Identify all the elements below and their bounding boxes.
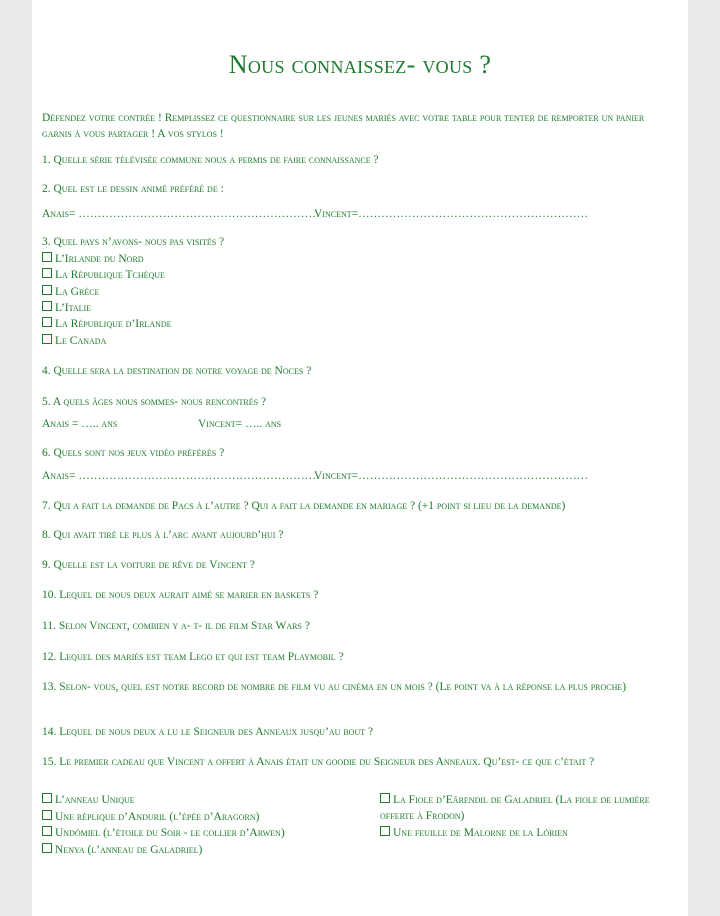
q6-anais-answer: Anais= ……………………………………………………… [42, 470, 320, 482]
q3-option[interactable]: Le Canada [42, 333, 106, 349]
q3-option[interactable]: L’Italie [42, 300, 91, 316]
q15-option[interactable]: La Fiole d’Eärendil de Galadriel (La fiole de lumière offerte à Frodon) [380, 794, 650, 822]
checkbox-icon[interactable] [380, 826, 390, 836]
question-15: 15. Le premier cadeau que Vincent a offert à Anais était un goodie du Seigneur des Anneaux. Qu’est- ce que c’était ? [42, 756, 595, 768]
checkbox-icon[interactable] [42, 793, 52, 803]
questionnaire-page [32, 0, 688, 916]
question-8: 8. Qui avait tiré le plus à l’arc avant aujourd’hui ? [42, 529, 284, 541]
question-3: 3. Quel pays n’avons- nous pas visités ? [42, 236, 225, 248]
checkbox-icon[interactable] [42, 317, 52, 327]
question-10: 10. Lequel de nous deux aurait aimé se marier en baskets ? [42, 589, 319, 601]
q3-option[interactable]: La République Tchèque [42, 267, 165, 283]
checkbox-icon[interactable] [42, 810, 52, 820]
question-6: 6. Quels sont nos jeux vidéo préférés ? [42, 447, 225, 459]
question-1: 1. Quelle série télévisée commune nous a permis de faire connaissance ? [42, 154, 379, 166]
question-13: 13. Selon- vous, quel est notre record de nombre de film vu au cinéma en un mois ? (Le point va à la réponse la plus proche) [42, 681, 627, 693]
q15-option[interactable]: L’anneau Unique [42, 792, 135, 808]
q2-vincent-answer: Vincent=…………………………………………………… [314, 208, 589, 220]
question-4: 4. Quelle sera la destination de notre voyage de Noces ? [42, 365, 312, 377]
page-title: Nous connaissez- vous ? [228, 50, 492, 79]
q3-option[interactable]: L’Irlande du Nord [42, 251, 144, 267]
checkbox-icon[interactable] [42, 268, 52, 278]
q15-option[interactable]: Nenya (l’anneau de Galadriel) [42, 842, 202, 858]
q6-vincent-answer: Vincent=…………………………………………………… [314, 470, 589, 482]
q5-vincent-answer: Vincent= ….. ans [198, 418, 282, 430]
intro-text: Défendez votre contrée ! Remplissez ce questionnaire sur les jeunes mariés avec votre table pour tenter de remporter un panier garnis à vous partager ! A vos stylos ! [42, 112, 645, 140]
q3-option[interactable]: La Grèce [42, 284, 99, 300]
checkbox-icon[interactable] [42, 843, 52, 853]
q5-anais-answer: Anais = ….. ans [42, 418, 118, 430]
question-11: 11. Selon Vincent, combien y a- t- il de film Star Wars ? [42, 620, 310, 632]
question-12: 12. Lequel des mariés est team Lego et qui est team Playmobil ? [42, 651, 344, 663]
q15-option[interactable]: Une réplique d’Anduril (l’épée d’Aragorn) [42, 809, 259, 825]
q3-option[interactable]: La République d’Irlande [42, 316, 172, 332]
checkbox-icon[interactable] [42, 301, 52, 311]
checkbox-icon[interactable] [42, 252, 52, 262]
checkbox-icon[interactable] [42, 826, 52, 836]
question-9: 9. Quelle est la voiture de rêve de Vincent ? [42, 559, 255, 571]
q15-option[interactable]: Une feuille de Malorne de la Lórien [380, 825, 568, 841]
question-7: 7. Qui a fait la demande de Pacs à l’autre ? Qui a fait la demande en mariage ? (+1 point si lieu de la demande) [42, 500, 566, 512]
checkbox-icon[interactable] [42, 285, 52, 295]
question-14: 14. Lequel de nous deux a lu le Seigneur des Anneaux jusqu’au bout ? [42, 726, 374, 738]
checkbox-icon[interactable] [42, 334, 52, 344]
q2-anais-answer: Anais= ……………………………………………………… [42, 208, 320, 220]
q15-option[interactable]: Undómiel (l’étoile du Soir - le collier d’Arwen) [42, 825, 285, 841]
checkbox-icon[interactable] [380, 793, 390, 803]
question-5: 5. A quels âges nous sommes- nous rencontrés ? [42, 396, 267, 408]
question-2: 2. Quel est le dessin animé préféré de : [42, 183, 224, 195]
